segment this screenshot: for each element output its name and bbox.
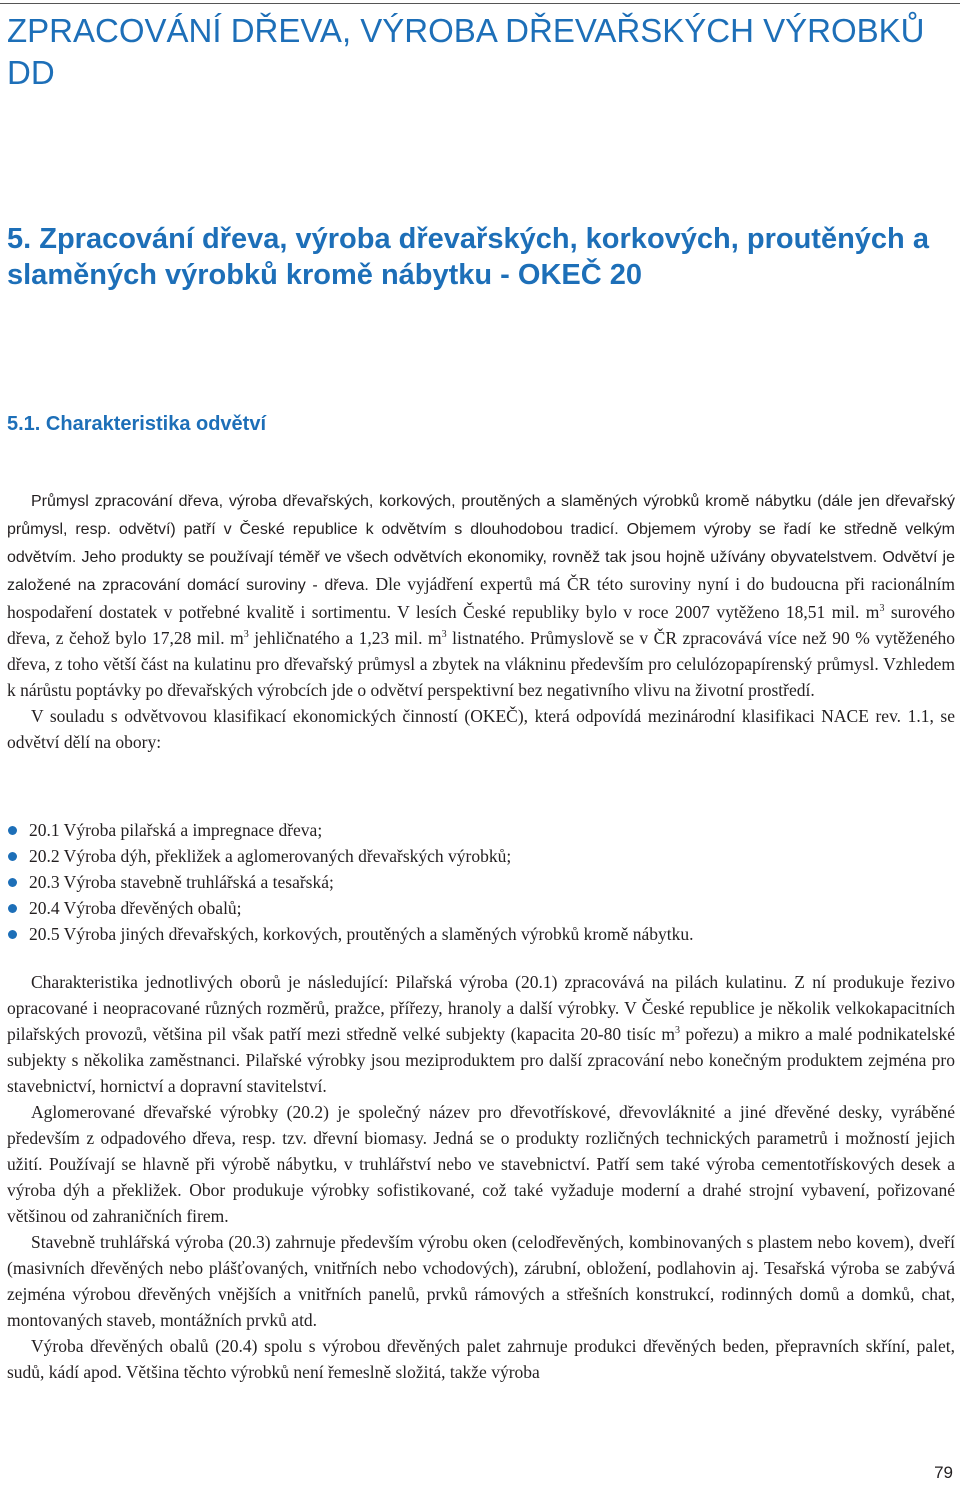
bullet-icon (8, 904, 17, 913)
intro-text-run: Dle vyjádření expertů má ČR této suroviny nyní i do budoucna při racionálním hospodaření dostatek v potřebné kvalitě i sortimentu. V lesích České republiky bylo v roce 2007 vytěženo 18,51 mil. m (7, 574, 956, 622)
cubic-superscript: 3 (879, 603, 885, 615)
sawmill-paragraph (7, 969, 955, 1099)
list-item (7, 843, 955, 869)
intro-text-run: listnatého. Průmyslově se v ČR zpracovává více než 90 % vytěženého dřeva, z toho větší část na kulatinu pro dřevařský průmysl a zbytek na vlákninu především pro celulózopapírenský průmysl. Vzhledem k nárůstu poptávky po dřevařských výrobcích jde o odvětví perspektivní bez negativního vlivu na životní prostředí. (7, 628, 956, 700)
list-item-text: 20.1 Výroba pilařská a impregnace dřeva; (29, 820, 323, 840)
intro-paragraph (7, 487, 955, 703)
list-item (7, 895, 955, 921)
cubic-superscript: 3 (243, 629, 249, 641)
running-header-title: ZPRACOVÁNÍ DŘEVA, VÝROBA DŘEVAŘSKÝCH VÝROBKŮ DD (7, 12, 925, 91)
branch-details-text (7, 969, 955, 1385)
sawmill-text-run: Charakteristika jednotlivých oborů je následující: Pilařská výroba (20.1) zpracovává na pilách kulatinu. Z ní produkuje řezivo opracované i neopracované různých rozměrů, pražce, přířezy, hranoly a další výrobky. V České republice je několik velkokapacitních pilařských provozů, většina pil však patří mezi středně velké subjekty (kapacita 20-80 tisíc m (7, 972, 955, 1044)
bullet-icon (8, 852, 17, 861)
list-item (7, 817, 955, 843)
list-item-text: 20.3 Výroba stavebně truhlářská a tesařská; (29, 872, 334, 892)
section-title: 5.1. Charakteristika odvětví (7, 413, 267, 435)
intro-text-run: surového dřeva, z čehož bylo 17,28 mil. m (7, 602, 956, 648)
cubic-superscript: 3 (441, 629, 447, 641)
list-item-text: 20.4 Výroba dřevěných obalů; (29, 898, 242, 918)
joinery-paragraph: Stavebně truhlářská výroba (20.3) zahrnuje především výrobu oken (celodřevěných, kombinovaných s plastem nebo kovem), dveří (masivních dřevěných nebo plášťovaných, vnitřních nebo vchodových), zárubní, obložení, podlahovin aj. Tesařská výroba se zabývá zejména výrobou dřevěných vnějších a vnitřních panelů, prvků rámových a střešních konstrukcí, rodinných domů a domků, chat, montovaných staveb, montážních prvků atd. (7, 1232, 955, 1330)
list-item-text: 20.2 Výroba dýh, překližek a aglomerovaných dřevařských výrobků; (29, 846, 512, 866)
bullet-icon (8, 826, 17, 835)
packaging-paragraph: Výroba dřevěných obalů (20.4) spolu s výrobou dřevěných palet zahrnuje produkci dřevěných beden, přepravních skříní, palet, sudů, kádí apod. Většina těchto výrobků není řemeslně složitá, takže výroba (7, 1336, 955, 1382)
agglomerated-paragraph: Aglomerované dřevařské výrobky (20.2) je společný název pro dřevotřískové, dřevovláknité a jiné dřevěné desky, vyráběné především z odpadového dřeva, resp. tzv. dřevní biomasy. Jedná se o produkty rozličných technických parametrů i možností jejich užití. Používají se hlavně při výrobě nábytku, v truhlářství nebo ve stavebnictví. Patří sem také výroba cementotřískových desek a výroba dýh a překližek. Obor produkuje výrobky sofistikované, což také vyžaduje moderní a drahé strojní vybavení, pořizované většinou od zahraničních firem. (7, 1102, 955, 1226)
chapter-title: 5. Zpracování dřeva, výroba dřevařských, korkových, proutěných a slaměných výrobků kromě nábytku - OKEČ 20 (7, 223, 929, 291)
bullet-icon (8, 930, 17, 939)
intro-text (7, 487, 955, 755)
list-item (7, 869, 955, 895)
list-item (7, 921, 955, 947)
classification-paragraph: V souladu s odvětvovou klasifikací ekonomických činností (OKEČ), která odpovídá mezinárodní klasifikaci NACE rev. 1.1, se odvětví dělí na obory: (7, 706, 955, 752)
sawmill-text-run: pořezu) a mikro a malé podnikatelské subjekty s několika zaměstnanci. Pilařské výrobky jsou meziproduktem pro další zpracování nebo konečným produktem zejména pro stavebnictví, hornictví a dopravní stavitelství. (7, 1024, 955, 1096)
page-number: 79 (934, 1463, 953, 1482)
intro-sentence-sans: Průmysl zpracování dřeva, výroba dřevařských, korkových, proutěných a slaměných výrobků kromě nábytku (dále jen dřevařský průmysl, resp. odvětví) patří v České republice k odvětvím s dlouhodobou tradicí. Objemem výroby se řadí ke středně velkým odvětvím. Jeho produkty se používají téměř ve všech odvětvích ekonomiky, rovněž tak jsou hojně užívány obyvatelstvem. Odvětví je založené na zpracování domácí suroviny - dřeva. (7, 493, 955, 594)
list-item-text: 20.5 Výroba jiných dřevařských, korkových, proutěných a slaměných výrobků kromě nábytku. (29, 924, 694, 944)
intro-text-run: jehličnatého a 1,23 mil. m (248, 628, 442, 648)
top-rule (0, 3, 960, 4)
industry-branches-list (7, 817, 955, 947)
cubic-superscript: 3 (674, 1025, 680, 1037)
bullet-icon (8, 878, 17, 887)
